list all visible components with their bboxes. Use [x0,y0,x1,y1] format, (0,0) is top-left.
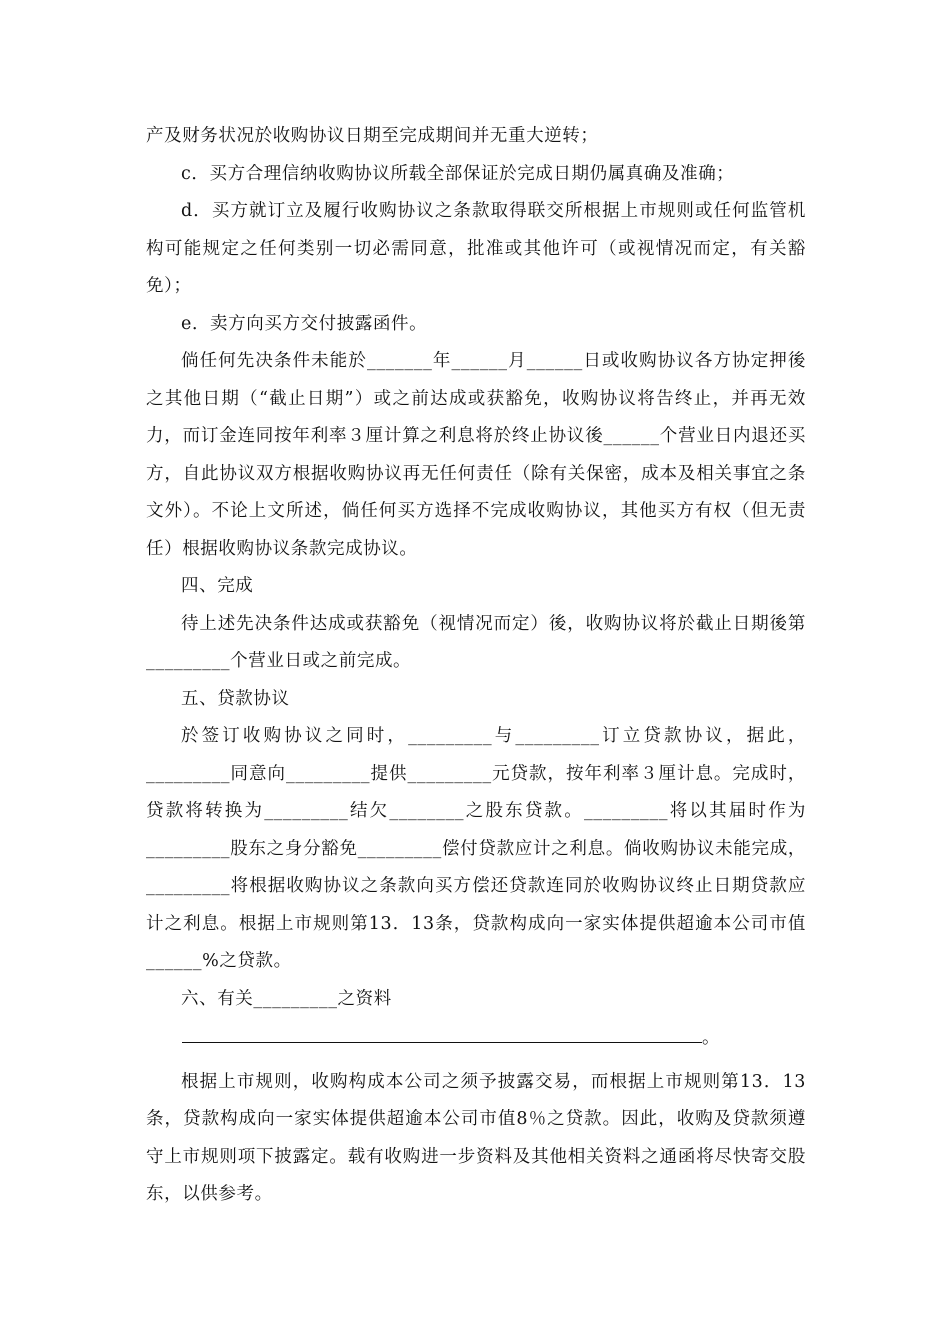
section-heading-completion: 四、完成 [181,576,254,596]
paragraph-condition-b-continued: 产及财务状况於收购协议日期至完成期间并无重大逆转； [146,126,599,146]
paragraph-termination: 倘任何先决条件未能於_______年______月______日或收购协议各方协定押後之其他日期（“截止日期”）或之前达成或获豁免，收购协议将告终止，并再无效力，而订金连同按年利率３厘计算之利息将於终止协议後______个营业日内退还买方，自此协议双方根据收购协议再无任何责任（除有关保密，成本及相关事宜之条文外）。不论上文所述，倘任何买方选择不完成收购协议，其他买方有权（但无责任）根据收购协议条款完成协议。 [146,351,806,559]
paragraph-completion: 待上述先决条件达成或获豁免（视情况而定）後，收购协议将於截止日期後第_________个营业日或之前完成。 [146,613,806,671]
paragraph-condition-d: d．买方就订立及履行收购协议之条款取得联交所根据上市规则或任何监管机构可能规定之任何类别一切必需同意，批准或其他许可（或视情况而定，有关豁免）； [146,201,806,296]
section-heading-loan-agreement: 五、贷款协议 [181,688,290,709]
blank-rule [182,1022,702,1043]
paragraph-loan-agreement: 於签订收购协议之同时，_________与_________订立贷款协议，据此，_________同意向_________提供_________元贷款，按年利率３厘计息。完成时，贷款将转换为_________结欠________之股东贷款。_________将以其届时作为_________股东之身分豁免_________偿付贷款应计之利息。倘收购协议未能完成，_________将根据收购协议之条款向买方偿还贷款连同於收购协议终止日期贷款应计之利息。根据上市规则第13．13条，贷款构成向一家实体提供超逾本公司市值______%之贷款。 [146,726,806,971]
blank-line-end-mark: 。 [702,1028,721,1048]
paragraph-disclosure: 根据上市规则，收购构成本公司之须予披露交易，而根据上市规则第13．13条，贷款构成向一家实体提供超逾本公司市值8％之贷款。因此，收购及贷款须遵守上市规则项下披露定。载有收购进一步资料及其他相关资料之通函将尽快寄交股东，以供参考。 [146,1071,806,1204]
paragraph-condition-e: e．卖方向买方交付披露函件。 [181,313,428,334]
information-blank-line [182,1020,806,1058]
paragraph-condition-c: c．买方合理信纳收购协议所载全部保证於完成日期仍属真确及准确； [181,163,735,184]
section-heading-information: 六、有关_________之资料 [181,988,392,1009]
document-body [146,118,806,1214]
